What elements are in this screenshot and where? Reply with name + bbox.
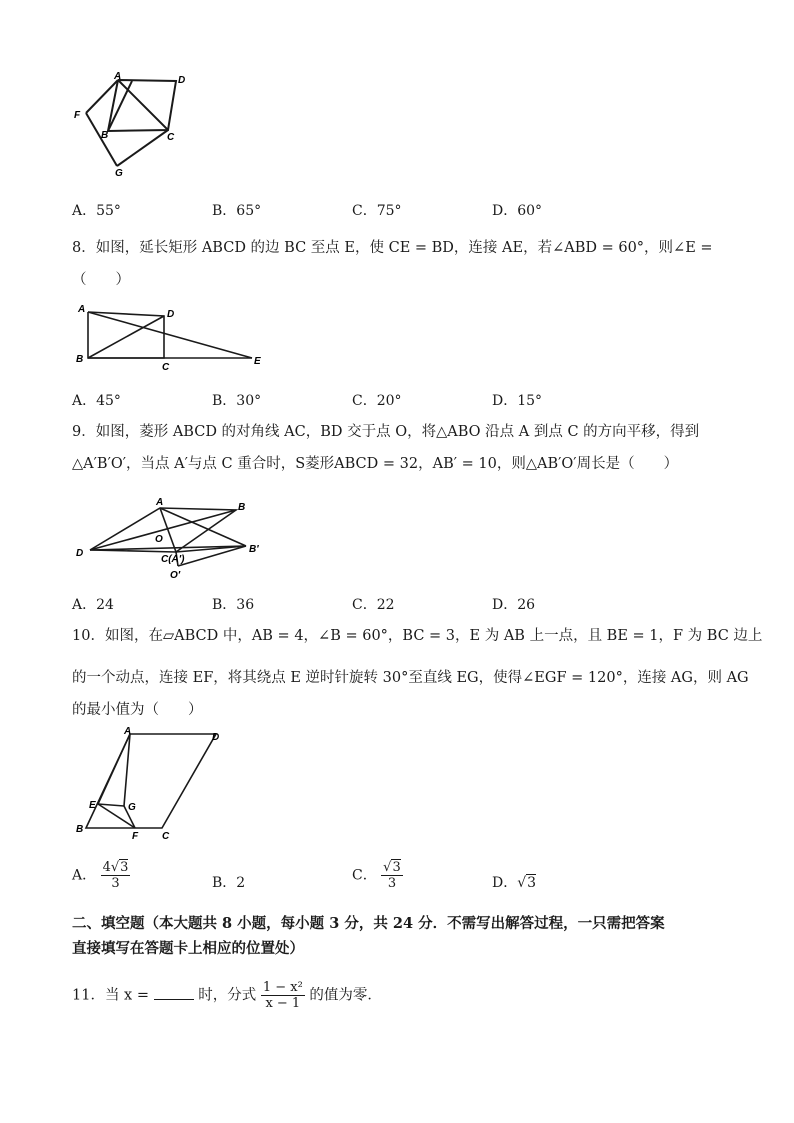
q9-stem-line1: 9．如图，菱形 ABCD 的对角线 AC，BD 交于点 O，将△ABO 沿点 A 到点 C 的方向平移，得到 xyxy=(72,424,700,440)
q9-label-o-prime: O′ xyxy=(170,570,181,581)
q9-stem-line2: △A′B′O′，当点 A′与点 C 重合时，S菱形ABCD = 32，AB′ = 10，则△AB′O′周长是（ ） xyxy=(72,456,679,472)
q7-label-f: F xyxy=(74,110,81,121)
q9-label-d: D xyxy=(76,548,84,559)
q10-option-c[interactable]: C． $\frac{√3}{3}$ xyxy=(352,860,401,891)
q11-fraction: $\frac{\text{1 − x²}}{x - 1}$ xyxy=(262,980,303,1011)
q7-label-g: G xyxy=(115,168,123,179)
q10-stem-line2: 的一个动点，连接 EF，将其绕点 E 逆时针旋转 30°至直线 EG，使得∠EGF = 120°，连接 AG，则 AG xyxy=(72,670,749,686)
q10-stem-line3: 的最小值为（ ） xyxy=(72,702,203,718)
q9-figure xyxy=(72,494,272,584)
q9-option-b[interactable]: B．36 xyxy=(212,597,255,613)
q10-option-c-fraction: $\frac{√3}{3}$ xyxy=(383,860,401,891)
q9-option-d[interactable]: D．26 xyxy=(492,597,536,613)
q10-label-e: E xyxy=(89,800,96,811)
q8-label-d: D xyxy=(167,309,175,320)
q10-option-a-fraction: $\frac{4√3}{3}$ xyxy=(102,860,129,891)
q8-stem-line2: （ ） xyxy=(72,272,130,288)
q7-label-a: A xyxy=(114,71,122,82)
q7-label-b: B xyxy=(101,130,109,141)
q9-label-o: O xyxy=(155,534,163,545)
q10-label-c: C xyxy=(162,831,170,842)
q8-option-d[interactable]: D．15° xyxy=(492,393,543,409)
q8-option-a[interactable]: A．45° xyxy=(72,393,121,409)
q8-figure xyxy=(72,300,272,372)
q8-stem-line1: 8．如图，延长矩形 ABCD 的边 BC 至点 E，使 CE = BD，连接 AE，若∠ABD = 60°，则∠E = xyxy=(72,240,713,256)
q10-figure xyxy=(72,724,242,844)
q7-figure xyxy=(70,70,200,180)
q10-label-b: B xyxy=(76,824,84,835)
q7-label-d: D xyxy=(178,75,186,86)
q10-option-b[interactable]: B．2 xyxy=(212,875,246,891)
q10-option-a[interactable]: A． $\frac{4√3}{3}$ xyxy=(72,860,129,891)
q7-option-b[interactable]: B．65° xyxy=(212,203,262,219)
q10-label-g: G xyxy=(128,802,136,813)
q11-answer-blank[interactable] xyxy=(154,985,194,1000)
q9-label-b: B xyxy=(238,502,246,513)
q10-label-a: A xyxy=(124,726,132,737)
q8-option-b[interactable]: B．30° xyxy=(212,393,262,409)
q9-option-a[interactable]: A．24 xyxy=(72,597,114,613)
q10-label-f: F xyxy=(132,831,139,842)
q7-option-a[interactable]: A．55° xyxy=(72,203,121,219)
q10-stem-line1: 10．如图，在▱ABCD 中，AB = 4，∠B = 60°，BC = 3，E 为 AB 上一点，且 BE = 1，F 为 BC 边上 xyxy=(72,628,763,644)
q9-label-c-a-prime: C(A′) xyxy=(161,554,185,565)
q9-label-b-prime: B′ xyxy=(249,544,259,555)
q8-label-c: C xyxy=(162,362,170,372)
q8-label-a: A xyxy=(78,304,86,315)
q10-option-d[interactable]: D．√3 xyxy=(492,875,537,891)
q8-label-e: E xyxy=(254,356,261,367)
q10-label-d: D xyxy=(212,732,220,743)
q7-option-d[interactable]: D．60° xyxy=(492,203,543,219)
section2-heading-line2: 直接填写在答题卡上相应的位置处） xyxy=(72,940,304,957)
q8-label-b: B xyxy=(76,354,84,365)
q9-label-a: A xyxy=(156,497,164,508)
q11-stem: 11．当 x = 时，分式 $\frac{\text{1 − x²}}{x - 1}$ 的值为零． xyxy=(72,980,382,1011)
q7-option-c[interactable]: C．75° xyxy=(352,203,402,219)
q9-option-c[interactable]: C．22 xyxy=(352,597,395,613)
section2-heading-line1: 二、填空题（本大题共 8 小题，每小题 3 分，共 24 分．不需写出解答过程，一只需把答案 xyxy=(72,915,665,932)
q7-label-c: C xyxy=(167,132,175,143)
q8-option-c[interactable]: C．20° xyxy=(352,393,402,409)
